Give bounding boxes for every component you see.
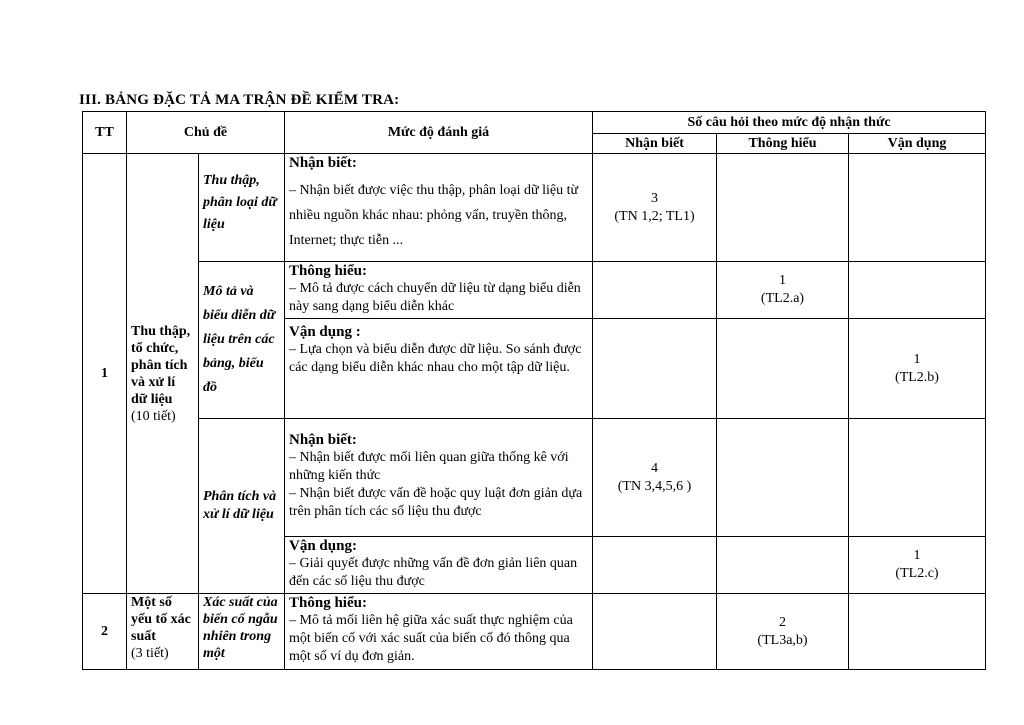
level-label: Nhận biết:	[289, 432, 357, 448]
topic-name	[127, 594, 199, 670]
criteria-text: – Giải quyết được những vấn đề đơn giản liên quan đến các số liệu thu được	[289, 556, 578, 589]
count-van-dung: 1 (TL2.c)	[849, 537, 986, 594]
criteria-cell	[285, 594, 593, 670]
topic-name-text: Thu thập, tổ chức, phân tích và xử lí dữ liệu	[131, 323, 191, 407]
topic-name-text: Một số yếu tố xác suất	[131, 595, 191, 644]
header-tt: TT	[83, 112, 127, 154]
table-row	[83, 594, 986, 670]
section-title: III. BẢNG ĐẶC TẢ MA TRẬN ĐỀ KIỂM TRA:	[79, 92, 400, 108]
subtopic-name: Thu thập, phân loại dữ liệu	[199, 154, 285, 262]
count-thong-hieu	[717, 537, 849, 594]
header-van-dung: Vận dụng	[849, 134, 986, 154]
criteria-cell	[285, 154, 593, 262]
level-label: Nhận biết:	[289, 155, 357, 171]
header-so-cau: Số câu hỏi theo mức độ nhận thức	[593, 112, 986, 134]
topic-number: 1	[83, 154, 127, 594]
criteria-cell	[285, 262, 593, 319]
criteria-cell	[285, 537, 593, 594]
criteria-cell	[285, 319, 593, 419]
subtopic-name: Xác suất của biến cố ngẫu nhiên trong một	[199, 594, 285, 670]
topic-number: 2	[83, 594, 127, 670]
header-nhan-biet: Nhận biết	[593, 134, 717, 154]
count-van-dung	[849, 262, 986, 319]
count-nhan-biet: 4 (TN 3,4,5,6 )	[593, 419, 717, 537]
criteria-text: – Mô tả được cách chuyển dữ liệu từ dạng biểu diễn này sang dạng biểu diễn khác	[289, 281, 581, 314]
count-van-dung	[849, 154, 986, 262]
spec-matrix-table	[82, 111, 986, 670]
header-muc-do: Mức độ đánh giá	[285, 112, 593, 154]
criteria-text: – Nhận biết được việc thu thập, phân loại dữ liệu từ nhiều nguồn khác nhau: phỏng vấn, truyền thông, Internet; thực tiễn ...	[289, 183, 579, 248]
topic-periods: (10 tiết)	[131, 408, 176, 424]
count-nhan-biet	[593, 319, 717, 419]
topic-name	[127, 154, 199, 594]
criteria-cell	[285, 419, 593, 537]
count-nhan-biet	[593, 262, 717, 319]
count-nhan-biet: 3 (TN 1,2; TL1)	[593, 154, 717, 262]
count-van-dung: 1 (TL2.b)	[849, 319, 986, 419]
count-van-dung	[849, 594, 986, 670]
count-thong-hieu: 1 (TL2.a)	[717, 262, 849, 319]
header-chu-de: Chủ đề	[127, 112, 285, 154]
topic-periods: (3 tiết)	[131, 646, 169, 661]
table-row	[83, 419, 986, 537]
criteria-text: – Nhận biết được mối liên quan giữa thống kê với những kiến thức – Nhận biết được vấn đề hoặc quy luật đơn giản dựa trên phân tích các số liệu thu được	[289, 450, 583, 519]
count-van-dung	[849, 419, 986, 537]
criteria-text: – Mô tả mối liên hệ giữa xác suất thực nghiệm của một biến cố với xác suất của biến cố đó thông qua một số ví dụ đơn giản.	[289, 613, 573, 664]
level-label: Thông hiểu:	[289, 263, 367, 279]
header-thong-hieu: Thông hiểu	[717, 134, 849, 154]
count-nhan-biet	[593, 594, 717, 670]
count-thong-hieu: 2 (TL3a,b)	[717, 594, 849, 670]
count-thong-hieu	[717, 319, 849, 419]
table-row	[83, 262, 986, 319]
subtopic-name: Mô tả và biểu diễn dữ liệu trên các bảng, biểu đồ	[199, 262, 285, 419]
count-nhan-biet	[593, 537, 717, 594]
level-label: Vận dụng :	[289, 324, 361, 340]
level-label: Thông hiểu:	[289, 595, 367, 611]
level-label: Vận dụng:	[289, 538, 357, 554]
criteria-text: – Lựa chọn và biểu diễn được dữ liệu. So sánh được các dạng biểu diễn khác nhau cho một tập dữ liệu.	[289, 342, 582, 375]
subtopic-name: Phân tích và xử lí dữ liệu	[199, 419, 285, 594]
count-thong-hieu	[717, 154, 849, 262]
table-row	[83, 154, 986, 262]
count-thong-hieu	[717, 419, 849, 537]
header-row-1	[83, 112, 986, 134]
